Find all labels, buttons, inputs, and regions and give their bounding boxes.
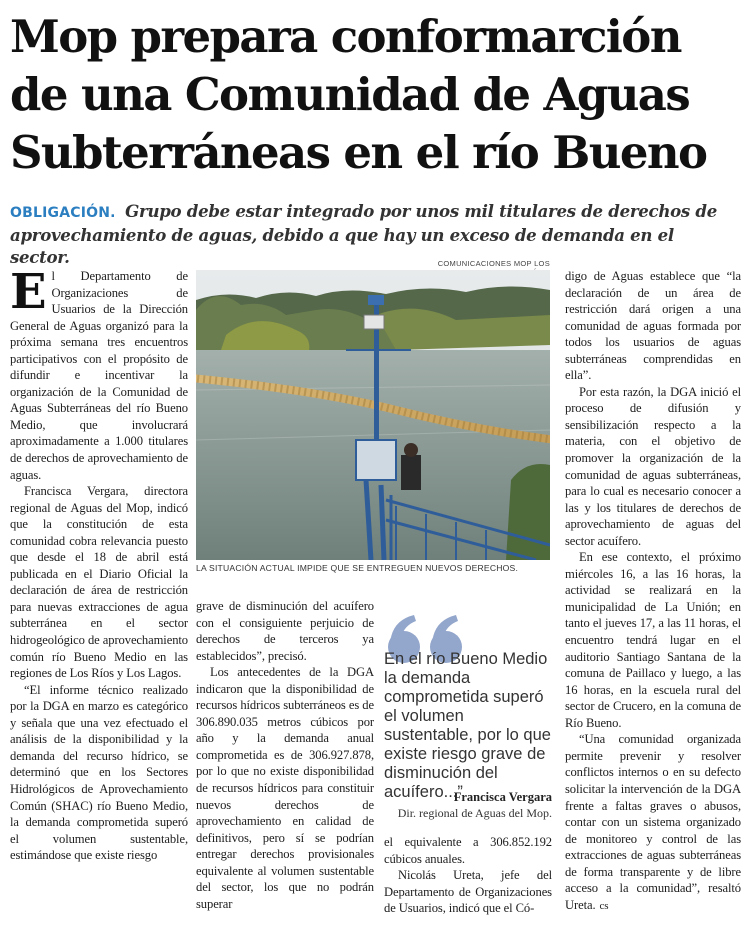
headline [10,8,740,182]
article-column-2 [196,598,374,912]
pull-quote-text: En el río Bueno Medio la demanda comprometida superó el volumen sustentable, por lo que existe riesgo grave de disminución del acuífero...” [384,650,551,801]
column1-paragraph-3: “El informe técnico realizado por la DGA en marzo es categórico y señala que una vez efectuado el análisis de la disponibilidad y la demanda del recurso hídrico, se determinó que en los Sectores Hidrológicos de Aprovechamiento Común (SHAC) río Bueno Medio, la demanda comprometida superó el volumen sustentable, estimándose que existe riesgo [10,682,188,863]
headline-line-1: Mop prepara conformarción [10,10,681,63]
column3-paragraph-1: el equivalente a 306.852.192 cúbicos anuales. [384,835,552,866]
article-column-3 [384,834,552,917]
headline-line-3: Subterráneas en el río Bueno [10,126,707,179]
headline-line-2: de una Comunidad de Aguas [10,68,690,121]
photo-caption: LA SITUACIÓN ACTUAL IMPIDE QUE SE ENTREGUEN NUEVOS DERECHOS. [196,563,519,573]
end-mark-icon: cs [599,899,609,912]
photo-credit: COMUNICACIONES MOP LOS [437,259,550,268]
column4-paragraph-1: digo de Aguas establece que “la declaración de un área de restricción dará origen a una comunidad de aguas formada por todos los usuarios de aguas subterráneas comprendidas en ella”. [565,269,741,383]
pull-quote-name: Francisca Vergara [453,790,552,804]
column3-paragraph-2: Nicolás Ureta, jefe del Departamento de Organizaciones de Usuarios, indicó que el Có- [384,868,552,916]
drop-cap: E [10,264,47,320]
pull-quote-role: Dir. regional de Aguas del Mop. [397,806,552,820]
article-column-1 [10,264,188,864]
column4-paragraph-2: Por esta razón, la DGA inició el proceso de difusión y sensibilización respecto a la materia, con el objetivo de promover la organización de la comunidad de aguas subterráneas, para lo cual es necesario conocer a las y los titulares de derechos de aprovechamiento de aguas del sector acuífero. [565,384,741,548]
column4-paragraph-3: En ese contexto, el próximo miércoles 16, a las 16 horas, la actividad se realizará en la municipalidad de La Unión; en tanto el jueves 17, a las 11 horas, el encuentro tendrá lugar en el auditorio Santiago Santana de la comuna de Paillaco y luego, a las 16 horas, en la escuela rural del sector de Crucero, en la comuna de Río Bueno. [565,550,741,730]
lead-paragraph [10,200,738,268]
column1-paragraph-2: Francisca Vergara, directora regional de Aguas del Mop, indicó que la constitución de esta comunidad cobra relevancia puesto que desde el 18 de abril está publicada en el Diario Oficial la declaración de área de restricción para nuevas extracciones de agua subterránea en el sector hidrogeológico de aprovechamiento común río Bueno Medio en las regiones de Los Ríos y Los Lagos. [10,484,188,681]
column2-paragraph-1: grave de disminución del acuífero con el consiguiente perjuicio de derechos de terceros ya establecidos”, precisó. [196,599,374,663]
article-column-4 [565,268,741,914]
lead-text: Grupo debe estar integrado por unos mil titulares de derechos de aprovechamiento de aguas, debido a que hay un exceso de demanda en el sector. [10,201,717,267]
column1-paragraph-1: El Departamento de Organizaciones de Usuarios de la Dirección General de Aguas organizó para la próxima semana tres encuentros participativos con el propósito de difundir e incentivar la organización de la Comunidad de Aguas Subterráneas del río Bueno Medio, que involucrará aproximadamente a 1.000 titulares de derechos de aprovechamiento de aguas. [10,264,188,482]
column4-paragraph-4: “Una comunidad organizada permite prevenir y resolver conflictos internos o en su defecto solicitar la intervención de la DGA frente a faltas graves o abusos, contar con un sistema organizado de monitoreo y control de las extracciones de aguas subterráneas de forma transparente y de libre acceso a la comunidad”, resaltó Ureta. cs [565,732,741,912]
column2-paragraph-2: Los antecedentes de la DGA indicaron que la disponibilidad de recursos hídricos subterráneos es de 306.890.035 metros cúbicos por año y la demanda anual comprometida es de 306.927.878, por lo que no existe disponibilidad de recursos hídricos para constituir nuevos derechos de aprovechamiento en calidad de definitivos, pero sí se podrían entregar derechos provisionales equivalente al volumen sustentable del sector, los que no podrán superar [196,665,374,911]
article-photo [196,270,550,560]
lead-kicker: OBLIGACIÓN. [10,205,116,221]
river-photo-illustration [196,270,550,560]
